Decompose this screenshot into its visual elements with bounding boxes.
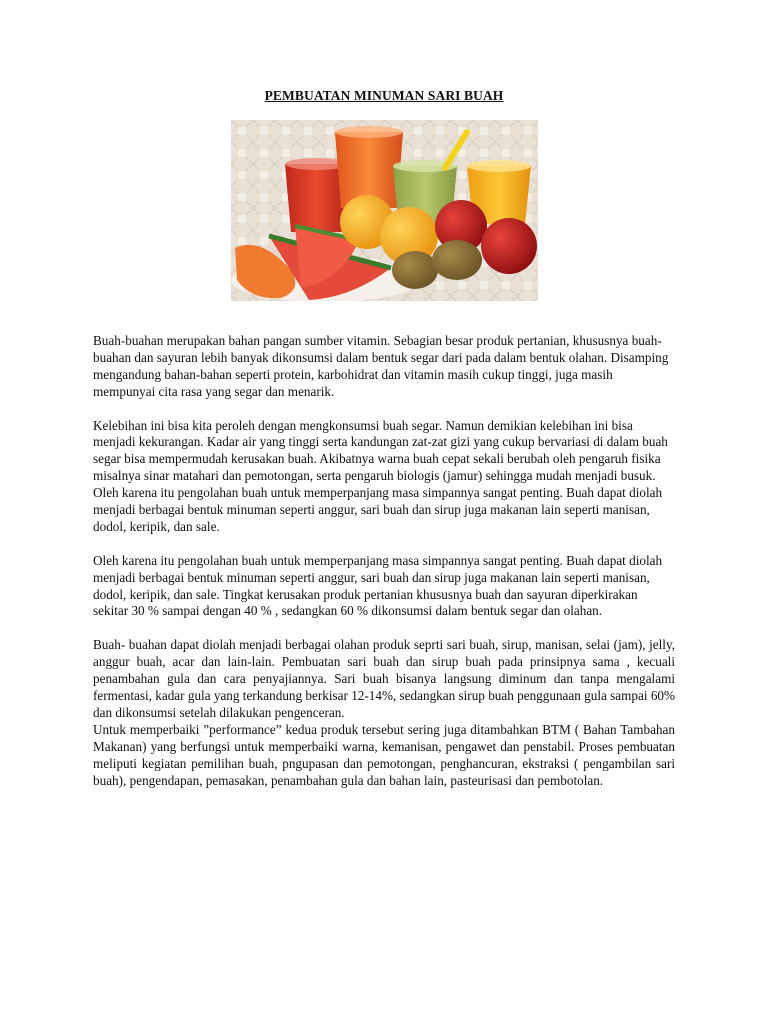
paragraph-2: Kelebihan ini bisa kita peroleh dengan mengkonsumsi buah segar. Namun demikian kelebihan ini bisa menjadi kekurangan. Kadar air yang tinggi serta kandungan zat-zat gizi yang cukup bervariasi di dalam buah segar bisa mempermudah kerusakan buah. Akibatnya warna buah cepat sekali berubah oleh pengaruh fisika misalnya sinar matahari dan pemotongan, serta pengaruh biologis (jamur) sehingga mudah menjadi busuk. Oleh karena itu pengolahan buah untuk memperpanjang masa simpannya sangat penting. Buah dapat diolah menjadi berbagai bentuk minuman seperti anggur, sari buah dan sirup juga makanan lain seperti manisan, dodol, keripik, dan sale. (93, 417, 668, 534)
document-body (93, 333, 675, 789)
juice-fruit-photo (231, 120, 538, 301)
document-title: PEMBUATAN MINUMAN SARI BUAH (264, 88, 504, 103)
paragraph-5: Untuk memperbaiki ”performance” kedua produk tersebut sering juga ditambahkan BTM ( Bahan Tambahan Makanan) yang berfungsi untuk memperbaiki warna, kemanisan, pengawet dan penstabil. Proses pembuatan meliputi kegiatan pemilihan buah, pngupasan dan pemotongan, penghancuran, ekstraksi ( pengambilan sari buah), pengendapan, pemasakan, penambahan gula dan bahan lain, pasteurisasi dan pembotolan. (93, 721, 675, 788)
paragraph-1: Buah-buahan merupakan bahan pangan sumber vitamin. Sebagian besar produk pertanian, khususnya buah-buahan dan sayuran lebih banyak dikonsumsi dalam bentuk segar dari pada dalam bentuk olahan. Disamping mengandung bahan-bahan seperti protein, karbohidrat dan vitamin masih cukup tinggi, juga masih mempunyai cita rasa yang segar dan menarik. (93, 333, 669, 399)
paragraph-4: Buah- buahan dapat diolah menjadi berbagai olahan produk seprti sari buah, sirup, manisan, selai (jam), jelly, anggur buah, acar dan lain-lain. Pembuatan sari buah dan sirup buah pada prinsipnya sama , kecuali penambahan gula dan cara penyajiannya. Sari buah bisanya langsung diminum dan tanpa mengalami fermentasi, kadar gula yang terkandung berkisar 12-14%, sedangkan sirup buah penggunaan gula sampai 60% dan dikonsumsi setelah dilakukan pengenceran. (93, 637, 675, 720)
paragraph-3: Oleh karena itu pengolahan buah untuk memperpanjang masa simpannya sangat penting. Buah dapat diolah menjadi berbagai bentuk minuman seperti anggur, sari buah dan sirup juga makanan lain seperti manisan, dodol, keripik, dan sale. Tingkat kerusakan produk pertanian khususnya buah dan sayuran diperkirakan sekitar 30 % sampai dengan 40 % , sedangkan 60 % dikonsumsi dalam bentuk segar dan olahan. (93, 552, 663, 619)
